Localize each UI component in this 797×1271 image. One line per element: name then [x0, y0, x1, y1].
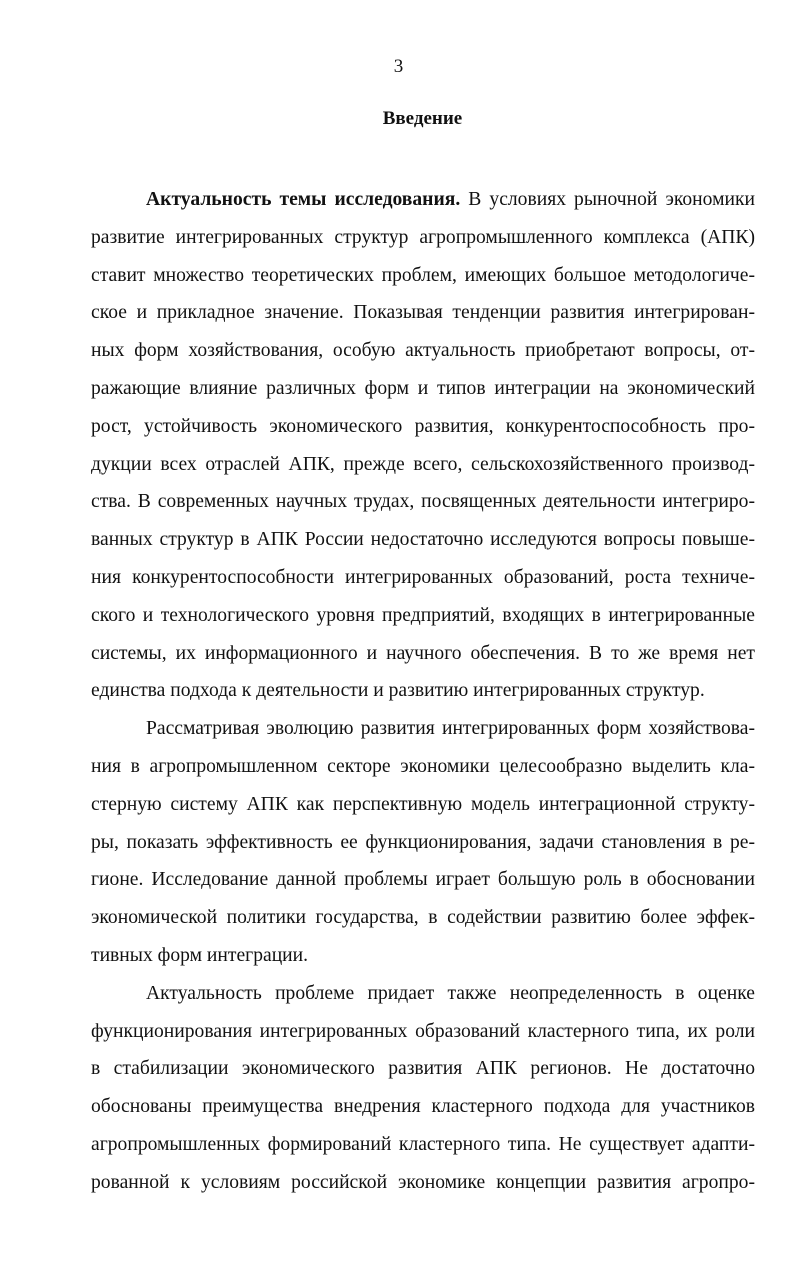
text-line: ванных структур в АПК России недостаточно исследуются вопросы повыше-: [91, 529, 755, 551]
text-line: ных форм хозяйствования, особую актуальность приобретают вопросы, от-: [91, 340, 755, 362]
text-line: стерную систему АПК как перспективную модель интеграционной структу-: [91, 793, 755, 815]
text-line: развитие интегрированных структур агропромышленного комплекса (АПК): [91, 226, 755, 248]
text-line: гионе. Исследование данной проблемы играет большую роль в обосновании: [91, 869, 755, 891]
page-heading: Введение: [382, 108, 463, 129]
page-number: 3: [393, 56, 404, 77]
text-line: Рассматривая эволюцию развития интегрированных форм хозяйствова-: [146, 718, 755, 740]
text-line: ского и технологического уровня предприятий, входящих в интегрированные: [91, 604, 755, 626]
text-line: Актуальность проблеме придает также неопределенность в оценке: [146, 982, 755, 1004]
text-line: ражающие влияние различных форм и типов интеграции на экономический: [91, 377, 755, 399]
text-line: экономической политики государства, в содействии развитию более эффек-: [91, 907, 755, 929]
text-line: ское и прикладное значение. Показывая тенденции развития интегрирован-: [91, 302, 755, 324]
text-line: ставит множество теоретических проблем, имеющих большое методологиче-: [91, 264, 755, 286]
text-line: рост, устойчивость экономического развития, конкурентоспособность про-: [91, 415, 755, 437]
text-line: Актуальность темы исследования. В условиях рыночной экономики: [146, 189, 755, 210]
paragraph-cluster-system: [91, 710, 755, 975]
text-line: агропромышленных формирований кластерного типа. Не существует адапти-: [91, 1133, 755, 1155]
text-line: рованной к условиям российской экономике концепции развития агропро-: [91, 1171, 755, 1193]
text-line: ства. В современных научных трудах, посвященных деятельности интегриро-: [91, 491, 755, 513]
paragraph-relevance: [91, 181, 755, 710]
text-line: дукции всех отраслей АПК, прежде всего, сельскохозяйственного производ-: [91, 453, 755, 475]
text-line: функционирования интегрированных образований кластерного типа, их роли: [91, 1020, 755, 1042]
body-text: [91, 181, 755, 1202]
text-line: системы, их информационного и научного обеспечения. В то же время нет: [91, 642, 755, 664]
text-line: ния в агропромышленном секторе экономики целесообразно выделить кла-: [91, 755, 755, 777]
text-line: единства подхода к деятельности и развитию интегрированных структур.: [91, 680, 705, 702]
text-line: в стабилизации экономического развития АПК регионов. Не достаточно: [91, 1058, 755, 1080]
text-line: ры, показать эффективность ее функционирования, задачи становления в ре-: [91, 831, 755, 853]
text-line: обоснованы преимущества внедрения кластерного подхода для участников: [91, 1096, 755, 1118]
text-line: ния конкурентоспособности интегрированных образований, роста техниче-: [91, 566, 755, 588]
paragraph-problem-uncertainty: [91, 975, 755, 1202]
text-line: тивных форм интеграции.: [91, 944, 309, 966]
paragraph-lead: Актуальность темы исследования.: [146, 189, 461, 210]
